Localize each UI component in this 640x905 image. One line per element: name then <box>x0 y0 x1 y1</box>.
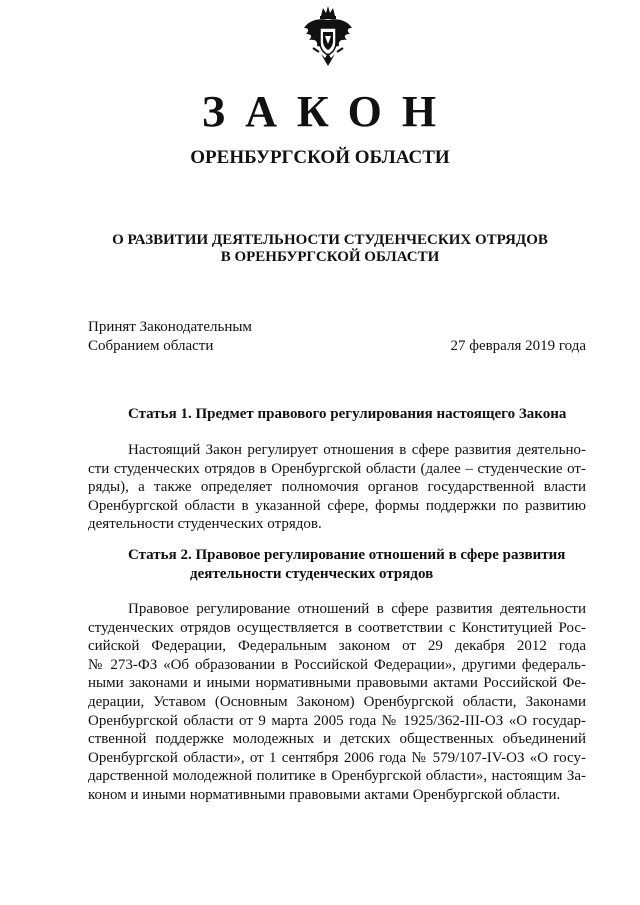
article-2-heading <box>128 546 565 584</box>
paragraph-line: студенческих отрядов осуществляется в соответствии с Конституцией Рос- <box>88 619 586 636</box>
paragraph-line: коном и иными нормативными правовыми актами Оренбургской области. <box>88 786 561 803</box>
region-heading: ОРЕНБУРГСКОЙ ОБЛАСТИ <box>190 147 450 168</box>
adoption-note-line: Принят Законодательным <box>88 319 252 335</box>
paragraph-line: дерации, Уставом (Основным Законом) Оренбургской области, Законами <box>88 693 586 710</box>
paragraph-line: деятельности студенческих отрядов. <box>88 516 322 533</box>
paragraph-line: дарственной молодежной политике в Оренбургской области», настоящим За- <box>88 768 586 785</box>
paragraph-line: Оренбургской области от 9 марта 2005 года № 1925/362-III-ОЗ «О государ- <box>88 712 586 729</box>
paragraph-line: ными законами и иными нормативными правовыми актами Российской Фе- <box>88 675 586 692</box>
article-heading-line: Статья 2. Правовое регулирование отношений в сфере развития <box>128 547 566 563</box>
paragraph-line: Правовое регулирование отношений в сфере развития деятельности <box>128 601 586 617</box>
article-1-body <box>88 441 586 534</box>
adoption-note-line: Собранием области <box>88 338 214 354</box>
adoption-date: 27 февраля 2019 года <box>450 338 586 354</box>
article-1-heading <box>128 405 566 424</box>
law-title <box>80 232 580 266</box>
paragraph-line: Настоящий Закон регулирует отношения в сфере развития деятельно- <box>128 442 586 458</box>
paragraph-line: Оренбургской области в указанной сфере, формы поддержки по развитию <box>88 497 586 514</box>
adoption-note <box>88 318 252 356</box>
coat-of-arms-icon <box>301 6 355 68</box>
paragraph-line: № 273-ФЗ «Об образовании в Российской Федерации», другими федераль- <box>88 656 586 673</box>
document-type-heading: ЗАКОН <box>201 87 457 136</box>
paragraph-line: сти студенческих отрядов в Оренбургской области (далее – студенческие от- <box>88 460 586 477</box>
article-heading-line: Статья 1. Предмет правового регулирования настоящего Закона <box>128 406 567 422</box>
paragraph-line: Оренбургской области», от 1 сентября 2006 года № 579/107-IV-ОЗ «О госу- <box>88 749 586 766</box>
law-title-line: В ОРЕНБУРГСКОЙ ОБЛАСТИ <box>220 249 440 265</box>
article-2-body <box>88 600 586 805</box>
article-heading-line: деятельности студенческих отрядов <box>190 566 434 582</box>
paragraph-line: сийской Федерации, Федеральным законом от 29 декабря 2012 года <box>88 638 586 655</box>
paragraph-line: ряды), а также определяет полномочия органов государственной власти <box>88 479 586 496</box>
paragraph-line: ственной поддержке молодежных и детских общественных объединений <box>88 731 586 748</box>
law-title-line: О РАЗВИТИИ ДЕЯТЕЛЬНОСТИ СТУДЕНЧЕСКИХ ОТРЯДОВ <box>112 232 548 248</box>
